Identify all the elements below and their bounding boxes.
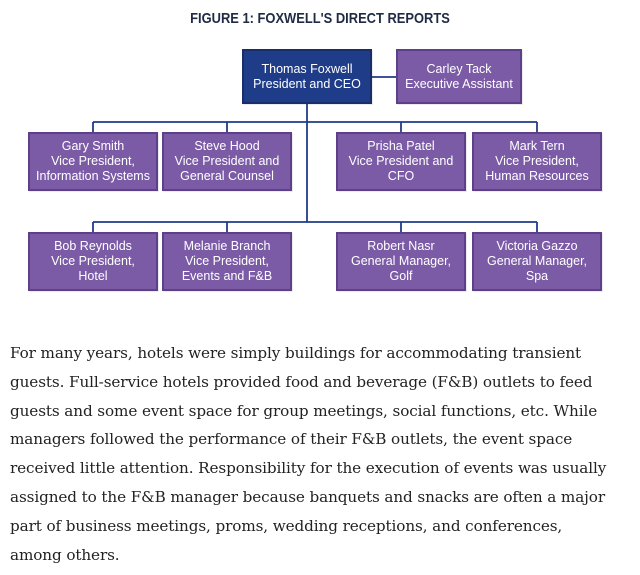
node-department: Human Resources: [485, 169, 589, 183]
paragraph-line: managers followed the performance of their F&B outlets, the event space: [10, 430, 573, 449]
node-department: General Counsel: [180, 169, 274, 183]
node-department: Spa: [525, 269, 549, 283]
org-node-executive-assistant: [396, 49, 522, 104]
node-name: Steve Hood: [194, 139, 260, 153]
node-title: Vice President and: [348, 154, 454, 168]
node-name: Bob Reynolds: [54, 239, 132, 253]
node-title: Vice President,: [51, 154, 135, 168]
node-title: Executive Assistant: [405, 76, 513, 91]
paragraph-line: part of business meetings, proms, wedding receptions, and conferences,: [10, 516, 563, 535]
paragraph-line: assigned to the F&B manager because banquets and snacks are often a major: [10, 487, 605, 506]
node-title: Vice President,: [495, 154, 579, 168]
node-name: Victoria Gazzo: [496, 239, 578, 253]
node-name: Robert Nasr: [367, 239, 435, 253]
org-node-vp-events-fb: [162, 232, 292, 291]
node-department: Golf: [389, 269, 413, 283]
node-title: Vice President,: [51, 254, 135, 268]
figure-title: FIGURE 1: FOXWELL'S DIRECT REPORTS: [190, 10, 450, 27]
paragraph-line: received little attention. Responsibility for the execution of events was usually: [10, 459, 607, 478]
org-node-ceo: [242, 49, 372, 104]
org-node-vp-human-resources: [472, 132, 602, 191]
node-title: President and CEO: [253, 76, 361, 91]
node-name: Mark Tern: [509, 139, 565, 153]
node-title: General Manager,: [486, 254, 588, 268]
body-paragraph: [10, 339, 635, 569]
node-department: Information Systems: [36, 169, 150, 183]
node-title: General Manager,: [350, 254, 452, 268]
node-name: Prisha Patel: [367, 139, 435, 153]
paragraph-line: guests and some event space for group meetings, social functions, etc. While: [10, 401, 598, 420]
org-node-vp-general-counsel: [162, 132, 292, 191]
paragraph-line: guests. Full-service hotels provided food and beverage (F&B) outlets to feed: [10, 372, 593, 391]
paragraph-line: among others.: [10, 545, 120, 564]
node-department: Events and F&B: [181, 269, 273, 283]
node-department: CFO: [387, 169, 415, 183]
node-title: Vice President and: [174, 154, 280, 168]
org-node-vp-information-systems: [28, 132, 158, 191]
org-node-gm-spa: [472, 232, 602, 291]
node-name: Gary Smith: [61, 139, 125, 153]
org-node-vp-hotel: [28, 232, 158, 291]
org-node-gm-golf: [336, 232, 466, 291]
paragraph-line: For many years, hotels were simply buildings for accommodating transient: [10, 344, 582, 362]
node-name: Melanie Branch: [183, 239, 271, 253]
node-title: Vice President,: [185, 254, 269, 268]
node-name: Thomas Foxwell: [261, 61, 353, 76]
org-node-vp-cfo: [336, 132, 466, 191]
node-department: Hotel: [78, 269, 108, 283]
node-name: Carley Tack: [426, 61, 492, 76]
